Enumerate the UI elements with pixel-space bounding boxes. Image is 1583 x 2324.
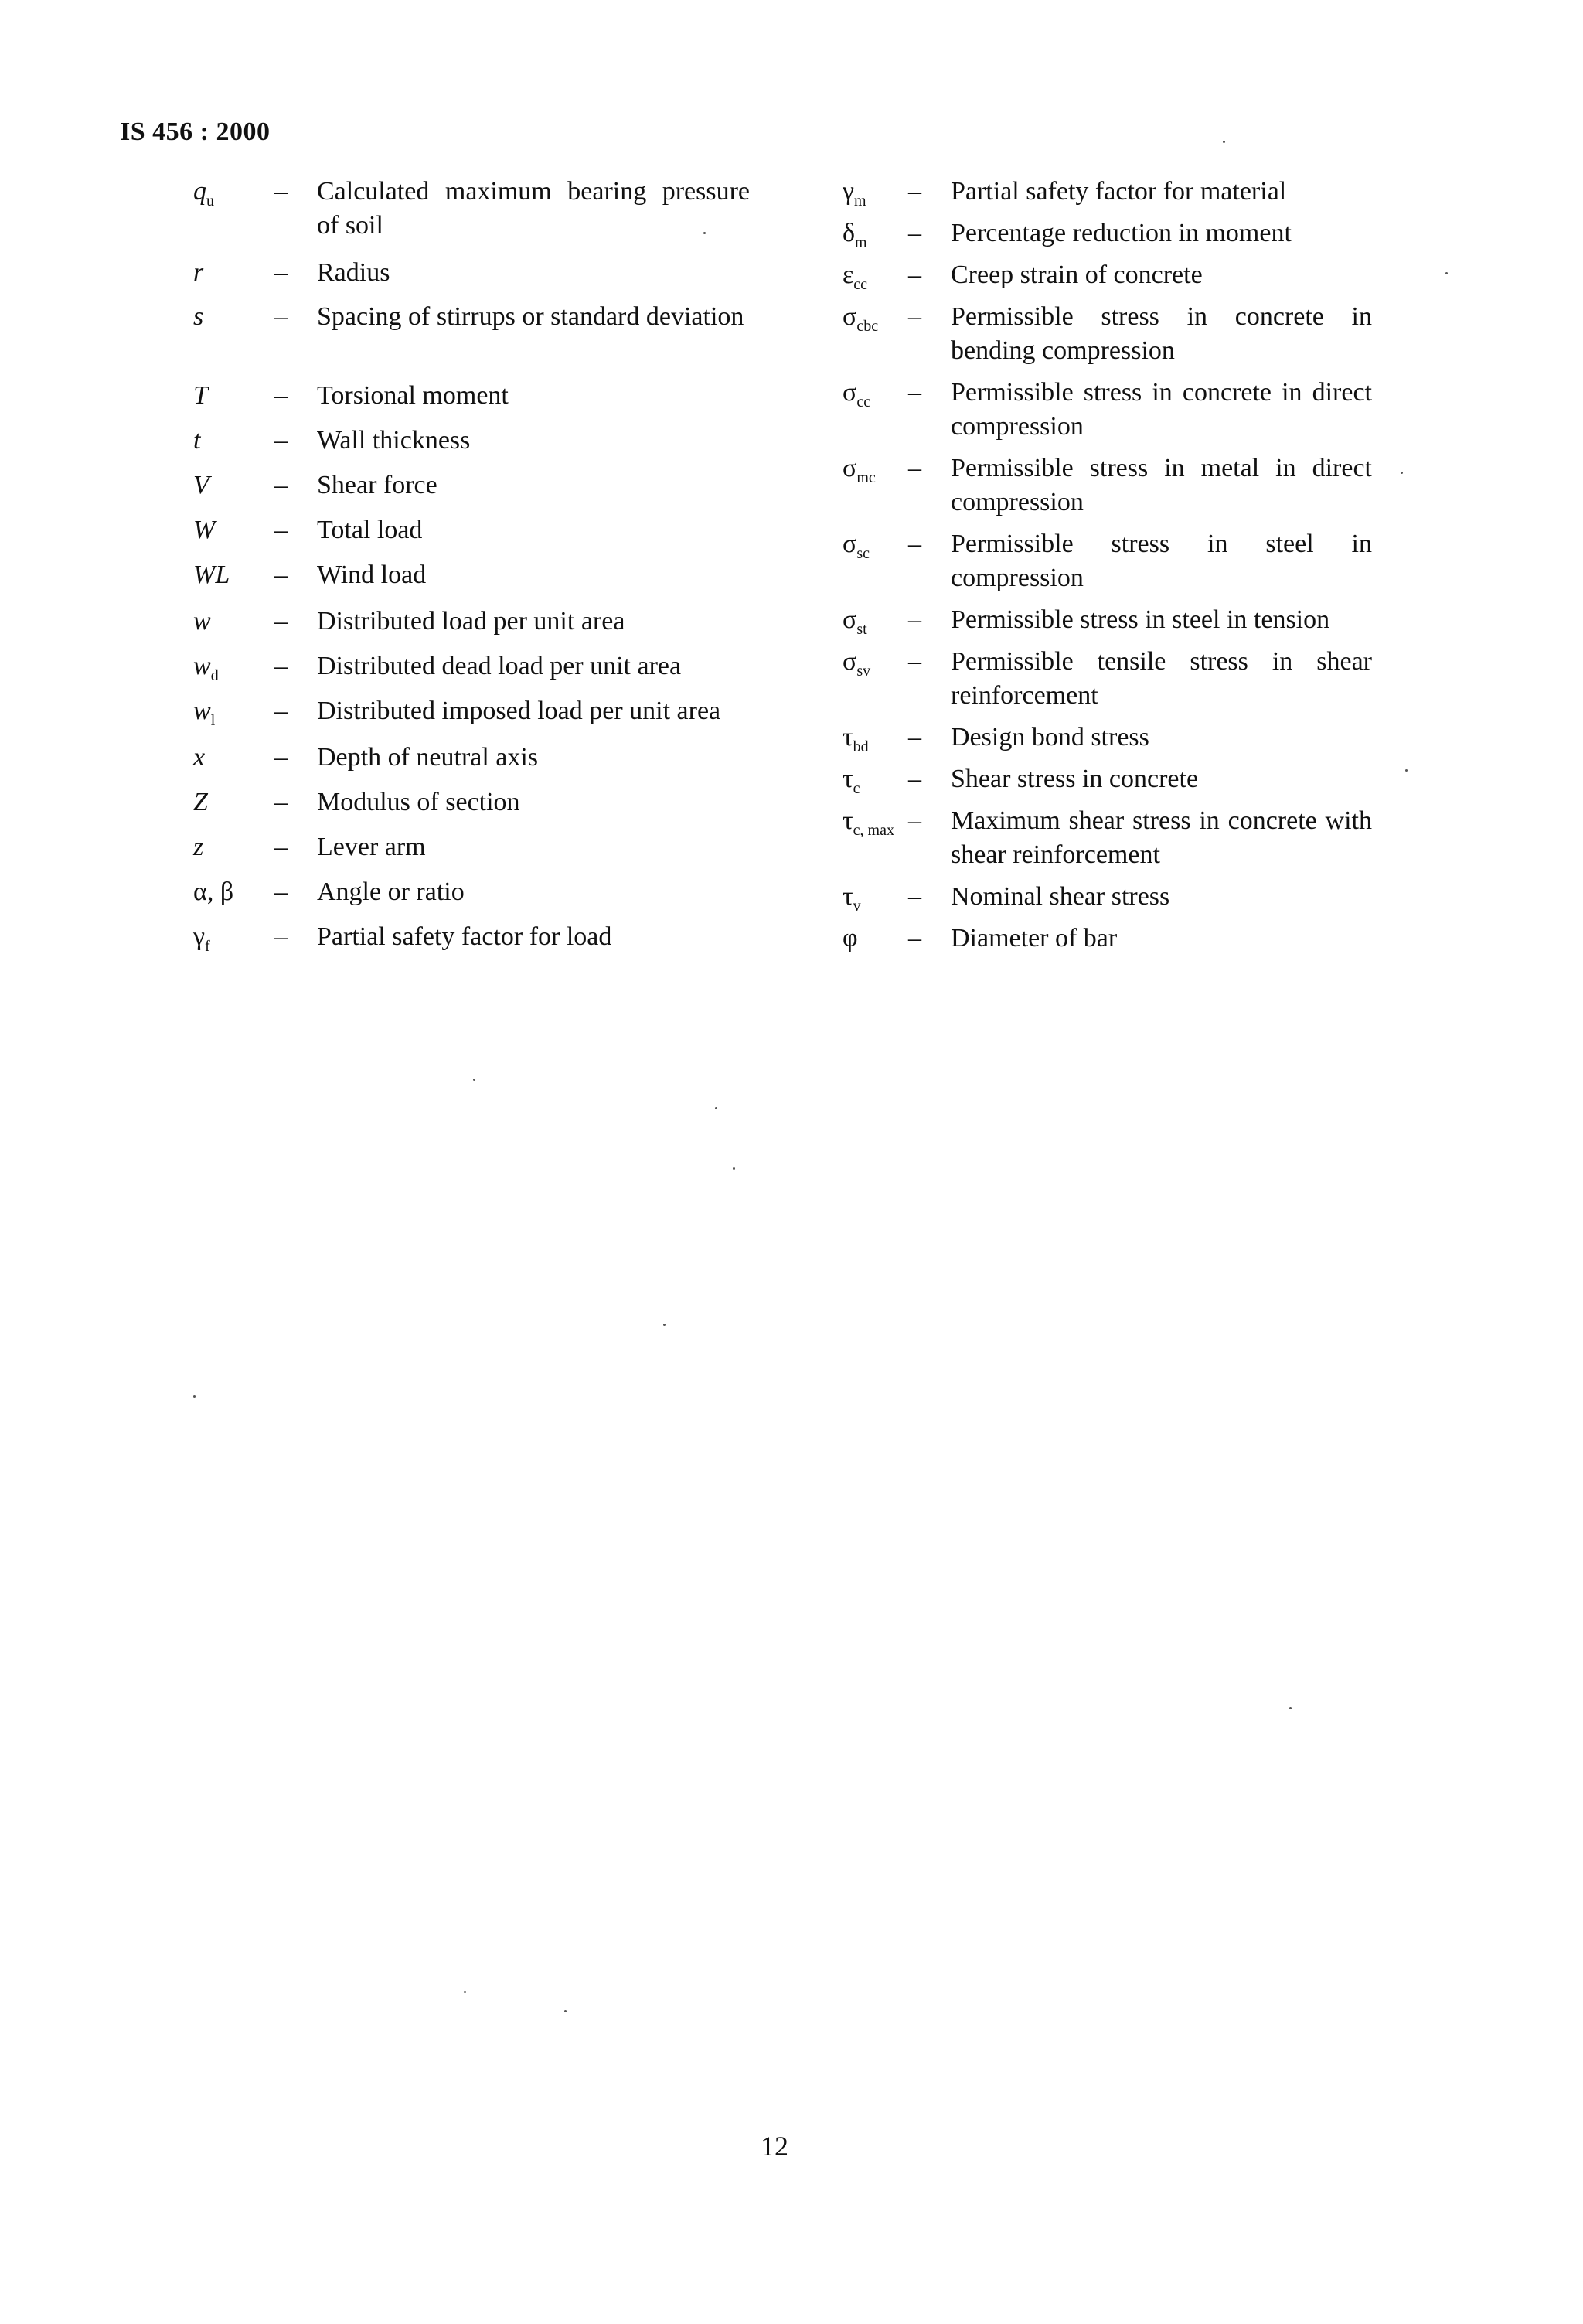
scan-speck: [473, 1079, 475, 1081]
scan-speck: [703, 232, 706, 234]
separator-dash: –: [274, 652, 288, 680]
scan-speck: [715, 1107, 717, 1109]
symbol-description: Design bond stress: [951, 723, 1149, 751]
scan-speck: [564, 2010, 567, 2012]
symbol-description: Total load: [317, 516, 423, 544]
symbol: $\sigma_{sv}$: [843, 647, 871, 680]
symbol-description: Distributed imposed load per unit area: [317, 697, 721, 725]
separator-dash: –: [908, 261, 921, 289]
separator-dash: –: [908, 177, 921, 206]
separator-dash: –: [274, 788, 288, 816]
separator-dash: –: [908, 806, 921, 835]
symbol: $w_d$: [193, 652, 219, 684]
separator-dash: –: [274, 302, 288, 331]
symbol-description: Spacing of stirrups or standard deviation: [317, 302, 744, 331]
separator-dash: –: [908, 378, 921, 407]
symbol: $\gamma_f$: [193, 922, 210, 955]
separator-dash: –: [274, 877, 288, 906]
scan-speck: [1445, 272, 1448, 274]
symbol-description: Partial safety factor for load: [317, 922, 612, 951]
separator-dash: –: [274, 833, 288, 861]
separator-dash: –: [908, 647, 921, 676]
symbol-description: Percentage reduction in moment: [951, 219, 1292, 247]
symbol: φ: [843, 924, 858, 952]
scan-speck: [733, 1167, 735, 1170]
symbol-description: Shear force: [317, 471, 437, 499]
separator-dash: –: [908, 765, 921, 793]
symbol-description: Creep strain of concrete: [951, 261, 1203, 289]
symbol: $\sigma_{cbc}$: [843, 302, 879, 335]
scan-speck: [1223, 141, 1225, 143]
separator-dash: –: [908, 882, 921, 911]
scan-speck: [1405, 769, 1408, 772]
symbol: WL: [193, 561, 230, 589]
symbol: s: [193, 302, 204, 331]
symbol-description: Depth of neutral axis: [317, 743, 539, 772]
symbol-description: Permissible stress in metal in direct compression: [951, 454, 1372, 516]
separator-dash: –: [274, 561, 288, 589]
symbol: α, β: [193, 877, 234, 906]
symbol-description: Permissible stress in steel in compression: [951, 530, 1372, 592]
symbol-description: Angle or ratio: [317, 877, 465, 906]
separator-dash: –: [908, 454, 921, 482]
symbol-description: Shear stress in concrete: [951, 765, 1199, 793]
symbol: $\tau_v$: [843, 882, 861, 915]
symbol: $\gamma_m$: [843, 177, 866, 210]
symbol: W: [193, 516, 216, 544]
separator-dash: –: [908, 924, 921, 952]
symbol: $\sigma_{st}$: [843, 605, 867, 638]
separator-dash: –: [274, 516, 288, 544]
symbol: V: [193, 471, 209, 499]
symbol: T: [193, 381, 208, 410]
symbol: $q_u$: [193, 177, 214, 210]
separator-dash: –: [274, 922, 288, 951]
symbol: $\sigma_{sc}$: [843, 530, 870, 562]
symbol: $\tau_{c, max}$: [843, 806, 894, 839]
symbol: $\delta_m$: [843, 219, 867, 251]
symbol-description: Maximum shear stress in concrete with shear reinforcement: [951, 806, 1372, 869]
symbol: t: [193, 426, 201, 455]
separator-dash: –: [274, 381, 288, 410]
symbol: $\sigma_{mc}$: [843, 454, 876, 486]
symbol-description: Permissible tensile stress in shear reinforcement: [951, 647, 1372, 710]
symbol-description: Torsional moment: [317, 381, 509, 410]
symbol-description: Radius: [317, 258, 390, 287]
symbol: $\varepsilon_{cc}$: [843, 261, 868, 293]
symbol-description: Modulus of section: [317, 788, 520, 816]
separator-dash: –: [908, 219, 921, 247]
symbol: w: [193, 607, 211, 636]
separator-dash: –: [274, 697, 288, 725]
symbol-description: Diameter of bar: [951, 924, 1118, 952]
page-number: 12: [761, 2131, 788, 2162]
symbol-description: Permissible stress in steel in tension: [951, 605, 1330, 634]
symbol: r: [193, 258, 204, 287]
separator-dash: –: [908, 605, 921, 634]
symbol-description: Distributed dead load per unit area: [317, 652, 682, 680]
symbol-description: Nominal shear stress: [951, 882, 1170, 911]
symbol-description: Partial safety factor for material: [951, 177, 1287, 206]
symbol: Z: [193, 788, 208, 816]
scan-speck: [193, 1395, 196, 1398]
separator-dash: –: [908, 530, 921, 558]
separator-dash: –: [274, 426, 288, 455]
symbol: x: [193, 743, 206, 772]
separator-dash: –: [908, 302, 921, 331]
separator-dash: –: [274, 607, 288, 636]
symbol-description: Calculated maximum bearing pressure of soil: [317, 177, 750, 240]
symbol: $\tau_{bd}$: [843, 723, 869, 755]
symbol-description: Permissible stress in concrete in direct compression: [951, 378, 1372, 441]
separator-dash: –: [274, 258, 288, 287]
separator-dash: –: [274, 471, 288, 499]
document-header: IS 456 : 2000: [120, 118, 271, 146]
separator-dash: –: [908, 723, 921, 751]
separator-dash: –: [274, 743, 288, 772]
scan-speck: [663, 1324, 666, 1326]
scan-speck: [1401, 472, 1403, 474]
symbol-description: Distributed load per unit area: [317, 607, 625, 636]
symbol-description: Wind load: [317, 561, 427, 589]
symbol: z: [193, 833, 204, 861]
symbol: $\sigma_{cc}$: [843, 378, 871, 411]
symbol-description: Wall thickness: [317, 426, 471, 455]
symbol: $w_l$: [193, 697, 216, 729]
separator-dash: –: [274, 177, 288, 206]
symbol-description: Permissible stress in concrete in bending compression: [951, 302, 1372, 365]
symbol: $\tau_c$: [843, 765, 860, 797]
scan-speck: [464, 1991, 466, 1993]
symbol-description: Lever arm: [317, 833, 426, 861]
scan-speck: [1289, 1707, 1292, 1709]
